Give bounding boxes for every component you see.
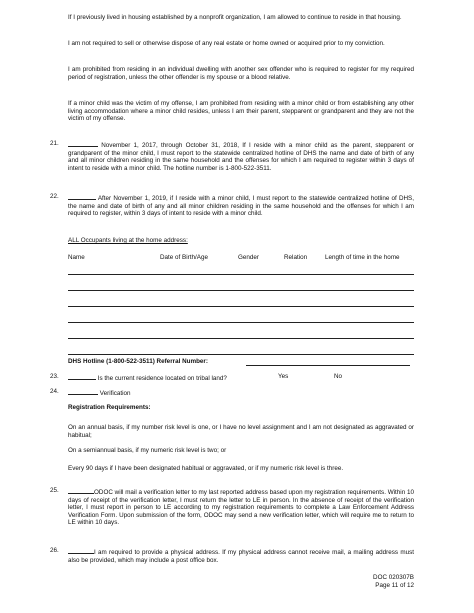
item-22-number: 22. (50, 193, 59, 200)
occupant-row-5[interactable] (68, 338, 414, 339)
paragraph-other-offender: I am prohibited from residing in an individual dwelling with another sex offender who is required to register for my required period of registration, unless the other offender is my spouse or a blood relative. (68, 66, 414, 81)
item-22-initials-blank[interactable] (68, 193, 96, 200)
item-23-number: 23. (50, 373, 59, 380)
item-25 (68, 487, 414, 527)
item-25-text: ODOC will mail a verification letter to my last reported address based upon my registration requirements. Within 10 days of receipt of the verification letter, I must return the letter to LE in person. In the absence of receipt of the verification letter, I must report in person to LE according to my registration requirements to complete a Law Enforcement Address Verification Form. Upon submission of the form, ODOC may send a new verification letter, which will require me to return to LE within 10 days. (68, 489, 414, 527)
paragraph-real-estate: I am not required to sell or otherwise dispose of any real estate or home owned or acquired prior to my conviction. (68, 40, 385, 47)
occupant-row-4[interactable] (68, 322, 414, 323)
paragraph-minor-victim: If a minor child was the victim of my offense, I am prohibited from residing with a minor child or from establishing any other living accommodation where a minor child resides, unless I am their parent, stepparent or grandparent and they are not the victim of my offense. (68, 100, 414, 123)
option-yes[interactable]: Yes (278, 373, 289, 380)
occupant-row-3[interactable] (68, 306, 414, 307)
item-23-initials-blank[interactable] (68, 373, 96, 380)
item-21-text: November 1, 2017, through October 31, 2018, If I reside with a minor child as the parent, stepparent or grandparent of the minor child, I must report to the statewide centralized hotline of DHS the name and date of birth of any and all minor children residing in the same household and the offenses for which I am required to register within 3 days of intent to reside with a minor child. The hotline number is 1-800-522-3511. (68, 142, 414, 172)
occupant-row-1[interactable] (68, 274, 414, 275)
col-date-of-birth: Date of Birth/Age (160, 254, 208, 261)
occupant-row-2[interactable] (68, 290, 414, 291)
registration-requirements-heading: Registration Requirements: (68, 404, 151, 411)
item-26-text: I am required to provide a physical address. If my physical address cannot receive mail, a mailing address must also be provided, which may include a post office box. (68, 549, 414, 564)
item-26-initials-blank[interactable] (68, 547, 94, 554)
document-number: DOC 020307B (373, 574, 414, 581)
item-26-number: 26. (50, 547, 59, 554)
occupant-row-6[interactable] (68, 354, 414, 355)
item-25-number: 25. (50, 487, 59, 494)
item-21-number: 21. (50, 140, 59, 147)
item-22 (68, 193, 414, 218)
item-23 (68, 373, 227, 383)
item-24 (68, 388, 131, 398)
col-relation: Relation (284, 254, 308, 261)
item-21 (68, 140, 414, 172)
item-24-number: 24. (50, 388, 59, 395)
item-25-initials-blank[interactable] (68, 487, 94, 494)
item-23-text: Is the current residence located on tribal land? (97, 375, 227, 382)
requirement-annual: On an annual basis, if my number risk level is one, or I have no level assignment and I am not designated as aggravated or habitual; (68, 424, 414, 439)
requirement-semiannual: On a semiannual basis, if my numeric risk level is two; or (68, 447, 227, 454)
requirement-90-days: Every 90 days if I have been designated habitual or aggravated, or if my numeric risk level is three. (68, 465, 344, 472)
occupants-heading: ALL Occupants living at the home address: (68, 237, 188, 244)
item-21-initials-blank[interactable] (68, 140, 98, 147)
col-length-of-time: Length of time in the home (325, 254, 400, 261)
option-no[interactable]: No (334, 373, 343, 380)
footer (373, 574, 414, 589)
col-name: Name (68, 254, 85, 261)
col-gender: Gender (238, 254, 260, 261)
item-26 (68, 547, 414, 564)
item-22-text: After November 1, 2019, if I reside with a minor child, I must report to the statewide centralized hotline of DHS, the name and date of birth of any and all minor children residing in the same household and the offenses for which I am required to register, within 3 days of intent to reside with a minor child. (68, 195, 415, 218)
referral-number-field[interactable] (246, 365, 410, 366)
referral-number-label: DHS Hotline (1-800-522-3511) Referral Number: (68, 358, 208, 365)
item-24-initials-blank[interactable] (68, 388, 98, 395)
page-number: Page 11 of 12 (375, 581, 414, 589)
item-24-text: Verification (99, 390, 131, 397)
paragraph-nonprofit-housing: If I previously lived in housing established by a nonprofit organization, I am allowed to continue to reside in that housing. (68, 14, 402, 21)
